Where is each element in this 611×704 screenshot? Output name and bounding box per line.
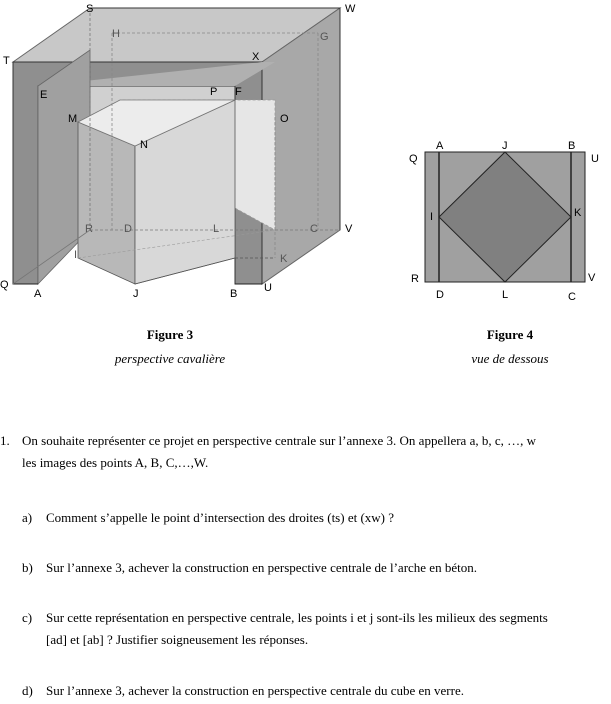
figure-3-diagram <box>0 0 380 310</box>
label-K: K <box>574 207 582 219</box>
label-F: F <box>235 86 242 98</box>
question-a <box>22 507 602 529</box>
question-a-text: Comment s’appelle le point d’intersection des droites (ts) et (xw) ? <box>46 510 395 525</box>
label-C: C <box>310 223 318 235</box>
label-R: R <box>85 223 93 235</box>
label-O: O <box>280 113 289 125</box>
label-P: P <box>210 86 218 98</box>
label-U: U <box>264 282 272 294</box>
label-W: W <box>345 3 356 15</box>
figure-4-title: Figure 4 <box>486 327 534 342</box>
label-V: V <box>345 223 353 235</box>
label-X: X <box>252 51 260 63</box>
label-S: S <box>86 3 94 15</box>
label-Q: Q <box>0 279 9 291</box>
question-c-line1: Sur cette représentation en perspective centrale, les points i et j sont-ils les milieux des segments <box>46 610 548 625</box>
label-T: T <box>3 55 10 67</box>
label-M: M <box>68 113 78 125</box>
figure-4-subtitle: vue de dessous <box>471 351 549 366</box>
question-d-text: Sur l’annexe 3, achever la construction en perspective centrale du cube en verre. <box>46 683 464 698</box>
label-I: I <box>430 211 434 223</box>
label-B: B <box>568 140 576 152</box>
question-b <box>22 557 602 579</box>
question-a-number: a) <box>22 510 33 525</box>
label-R: R <box>411 273 419 285</box>
label-A: A <box>34 288 42 300</box>
glass-box-left <box>78 122 135 284</box>
question-b-text: Sur l’annexe 3, achever la construction en perspective centrale de l’arche en béton. <box>46 560 477 575</box>
label-N: N <box>140 139 148 151</box>
question-1-line2: les images des points A, B, C,…,W. <box>22 455 209 470</box>
label-L: L <box>502 289 509 301</box>
question-b-number: b) <box>22 560 33 575</box>
question-1-number: 1. <box>0 433 10 448</box>
question-d-number: d) <box>22 683 33 698</box>
label-V: V <box>588 272 596 284</box>
question-c-number: c) <box>22 610 33 625</box>
label-D: D <box>124 223 132 235</box>
question-1 <box>0 430 611 474</box>
question-c-line2: [ad] et [ab] ? Justifier soigneusement les réponses. <box>46 632 309 647</box>
figure-4-caption <box>420 327 600 367</box>
question-d <box>22 680 602 702</box>
figure-3-subtitle: perspective cavalière <box>114 351 226 366</box>
label-J: J <box>133 288 139 300</box>
label-J: J <box>502 140 508 152</box>
label-Q: Q <box>409 153 418 165</box>
label-D: D <box>436 289 444 301</box>
label-U: U <box>591 153 599 165</box>
label-E: E <box>40 89 48 101</box>
label-I: I <box>74 249 78 261</box>
label-L: L <box>213 223 220 235</box>
label-K: K <box>280 253 288 265</box>
figure-3-title: Figure 3 <box>146 327 194 342</box>
label-C: C <box>568 291 576 303</box>
label-H: H <box>112 28 120 40</box>
label-B: B <box>230 288 238 300</box>
question-c <box>22 607 611 651</box>
figure-4-diagram <box>406 132 611 307</box>
label-G: G <box>320 31 329 43</box>
label-A: A <box>436 140 444 152</box>
question-1-line1: On souhaite représenter ce projet en perspective centrale sur l’annexe 3. On appellera a, b, c, …, w <box>22 433 536 448</box>
figure-3-caption <box>80 327 260 367</box>
